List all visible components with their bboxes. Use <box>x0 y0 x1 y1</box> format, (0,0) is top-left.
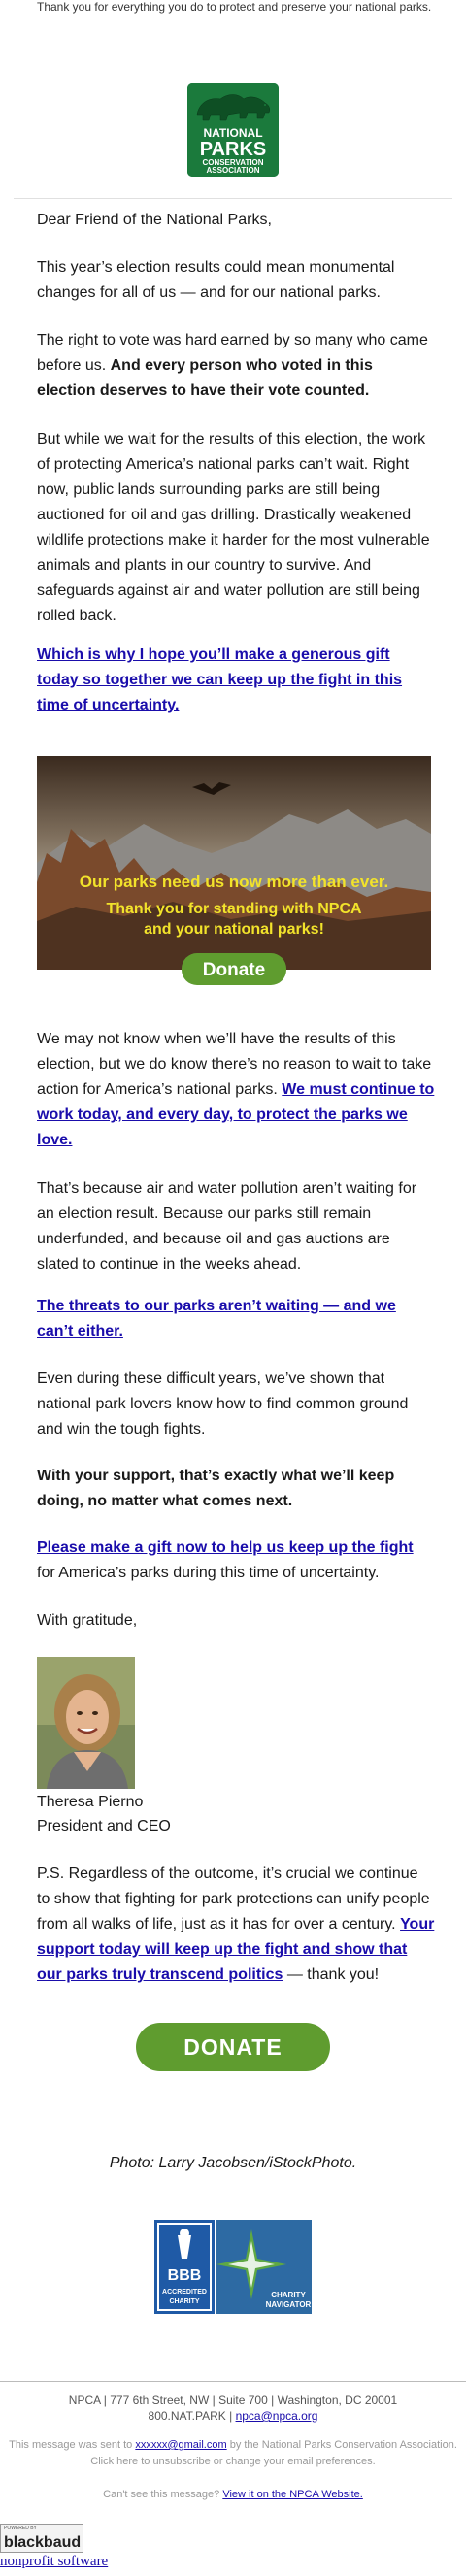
view-website-link[interactable]: View it on the NPCA Website. <box>222 2489 363 2500</box>
photo-credit: Photo: Larry Jacobsen/iStockPhoto. <box>109 2155 357 2171</box>
hero-line1: Our parks need us now more than ever. <box>79 873 389 891</box>
paragraph-3: But while we wait for the results of this election, the work of protecting America’s national parks can’t wait. Right now, public lands surrounding parks are still being auctioned for oil and gas drilling. Drastically weakened wildlife protections make it harder for the most vulnerable animals and plants in our country to survive. And safeguards against air and water pollution are still being rolled back. <box>37 431 430 624</box>
bear-logo-icon <box>187 83 279 177</box>
hero-image[interactable] <box>37 756 431 989</box>
footer-contact <box>0 2408 466 2424</box>
transcend-politics-link[interactable]: Your support today will keep up the fight and show that our parks truly transcend politics <box>37 1916 435 1983</box>
postscript-text: P.S. Regardless of the outcome, it’s crucial we continue to show that fighting for park protections can unify people from all walks of life, just as it has for over a century. <box>37 1866 430 1932</box>
footer-email-link[interactable]: npca@npca.org <box>235 2409 318 2423</box>
footer-recipient-email[interactable]: xxxxxx@gmail.com <box>135 2439 227 2451</box>
hero-line3: and your national parks! <box>144 921 324 938</box>
preheader-text: Thank you for everything you do to protect and preserve your national parks. <box>37 0 432 14</box>
generous-gift-link[interactable]: Which is why I hope you’ll make a generous gift today so together we can keep up the fight in this time of uncertainty. <box>37 646 403 713</box>
greeting: Dear Friend of the National Parks, <box>37 212 272 228</box>
nonprofit-software-link[interactable]: nonprofit software <box>0 2554 109 2569</box>
footer-phone: 800.NAT.PARK | <box>148 2409 236 2423</box>
cn-line1: CHARITY <box>271 2291 306 2299</box>
logo-line2: PARKS <box>199 139 267 160</box>
continue-work-link[interactable]: We must continue to work today, and every day, to protect the parks we love. <box>37 1081 435 1148</box>
donate-button[interactable]: DONATE <box>136 2023 330 2071</box>
paragraph-2 <box>37 328 435 404</box>
hero-donate-label: Donate <box>202 960 266 980</box>
threats-link[interactable]: The threats to our parks aren’t waiting — and we can’t either. <box>37 1298 396 1339</box>
blackbaud-logo[interactable] <box>0 2524 83 2553</box>
paragraph-2-text: The right to vote was hard earned by so many who came before us. <box>37 332 428 374</box>
postscript-end: — thank you! <box>283 1966 380 1983</box>
paragraph-5 <box>37 1027 435 1153</box>
make-gift-link[interactable]: Please make a gift now to help us keep up the fight <box>37 1539 414 1556</box>
paragraph-1: This year’s election results could mean monumental changes for all of us — and for our national parks. <box>37 259 395 301</box>
portrait-svg <box>37 1657 135 1789</box>
accreditation-badges <box>154 2220 312 2314</box>
blackbaud-name: blackbaud <box>4 2534 82 2551</box>
footer-divider <box>0 2381 466 2382</box>
bbb-line1: ACCREDITED <box>162 2289 207 2295</box>
logo-line1: NATIONAL <box>203 126 263 140</box>
paragraph-2-bold: And every person who voted in this election deserves to have their vote counted. <box>37 357 373 399</box>
blackbaud-powered: POWERED BY <box>4 2526 37 2531</box>
logo-line3: CONSERVATION <box>202 158 264 167</box>
badges-svg <box>154 2220 312 2314</box>
paragraph-8: Even during these difficult years, we’ve shown that national park lovers know how to find common ground and win the tough fights. <box>37 1371 409 1437</box>
hero-line2: Thank you for standing with NPCA <box>106 901 362 917</box>
bbb-line2: CHARITY <box>169 2298 200 2305</box>
paragraph-9 <box>37 1464 435 1514</box>
postscript <box>37 1862 435 1988</box>
paragraph-7 <box>37 1294 435 1344</box>
signer-title: President and CEO <box>37 1818 171 1834</box>
paragraph-4 <box>37 643 435 718</box>
footer-view-online <box>0 2488 466 2502</box>
footer-sent-notice <box>0 2438 466 2453</box>
footer-sent-b: by the National Parks Conservation Association. <box>226 2439 457 2451</box>
paragraph-10 <box>37 1536 435 1586</box>
unsubscribe-link[interactable]: Click here to unsubscribe or change your email preferences. <box>90 2456 376 2467</box>
logo-line4: ASSOCIATION <box>206 166 260 175</box>
footer-view-a: Can't see this message? <box>103 2489 223 2500</box>
closing: With gratitude, <box>37 1612 138 1629</box>
paragraph-9-bold: With your support, that’s exactly what we’ll keep doing, no matter what comes next. <box>37 1468 395 1509</box>
paragraph-10-text: for America’s parks during this time of uncertainty. <box>37 1565 380 1581</box>
npca-logo[interactable] <box>187 83 279 177</box>
bbb-label: BBB <box>167 2267 202 2284</box>
footer-address: NPCA | 777 6th Street, NW | Suite 700 | Washington, DC 20001 <box>68 2394 398 2407</box>
hero-svg <box>37 756 431 989</box>
signer-photo <box>37 1657 135 1789</box>
signer-name: Theresa Pierno <box>37 1794 144 1810</box>
footer-sent-a: This message was sent to <box>9 2439 136 2451</box>
paragraph-5-text: We may not know when we’ll have the results of this election, but we do know there’s no reason to wait to take action for America’s national parks. <box>37 1031 432 1098</box>
paragraph-6: That’s because air and water pollution aren’t waiting for an election result. Because our parks still remain underfunded, and because oil and gas auctions are slated to continue in the weeks ahead. <box>37 1180 417 1272</box>
cn-line2: NAVIGATOR <box>265 2300 312 2309</box>
header-divider <box>14 198 452 199</box>
